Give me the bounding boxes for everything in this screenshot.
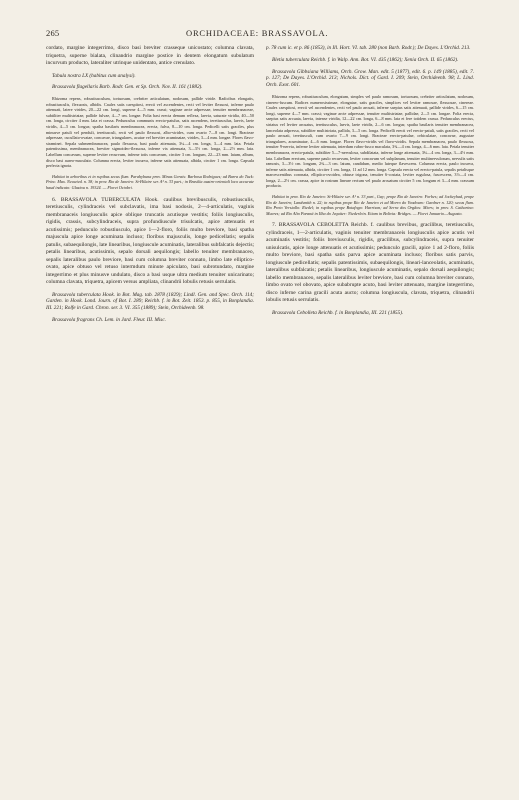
- section-entry-6: [46, 197, 254, 287]
- section-heading: 7. BRASSAVOLA CEBOLETTA Reichb. f.: [272, 222, 374, 229]
- section-entry-7: [266, 222, 474, 305]
- synonym-continuation: p. 78 cum ic. et p. 86 (1853), in Ill. Hort. VI. tab. 280 (non Barb. Rodr.); De Dayes. L'Orchid. 213.: [266, 45, 471, 51]
- species-description: Rhizoma repens, robustiusculum, elongatum, simplex vel paulo ramosum, tortuosum, crebriter articulatum, nodosum, cinereo-fuscum. Radices numerosissimae, elongatae, satis graciles, simplices vel leviter ramosae, flexuosae, cinereae. Caules caespitosi, erecti vel ascendentes, recti vel paulo arcuati, inferne saepius satis attenuati, pallide virides, 6—15 cm. longi, superne 4—7 mm. crassi; vaginae arcte adpressae, tenuiter multistriatae, pallidae, 2—5 cm. longae. Folia erecta, saepius satis arcuata, laevia, intense viridia, 12—22 cm. longa, 6—8 mm. lata et fere totidem crassa. Pedunculus erectus, striatus vel leviter arcuatus, teretiusculus, laevis, laete viridis, 2—6 cm. longus; spatha basilaris tenuiter membranacea, lanceolata adpressa, subtiliter multistriata, pallida, 3—5 cm. longa. Pedicelli erecti vel erecto-patuli, satis graciles, recti vel paulo arcuati, teretiusculi, cum ovario 7—9 cm. longi. Bracteae erecto-patulae, orbiculatae, concavae, augustae triangulares, acuminatae, 4—6 mm. longae. Flores flavo-viridis vel flavo-viridis. Sepala membranacea, paulo flexuosa, tenuiter 9-nervia, inferne leviter attenuata, interdum rubro-fusco maculata, 3¾—4 cm. longa, 4—6 mm. lata. Petala tenuiter membranacea, erecto-patula, subtiliter 5—7-nervulosa, subdilatata, inferne longe attenuata, 3¾—4 cm. longa, 3—4½ mm. lata. Labellum erectum, superne paulo recurvum, leviter concavum vel subplanum, tenuiter multinervulosum, nervulis satis ramosis, 3—3½ cm. longum, 2¾—3 cm. latum, candidum, medio luteque flavescens. Columna erecta, paulo incurva, inferne satis attenuata, albida, circiter 1 cm. longa, 11 ad 12 mm. longa. Capsula erecta vel erecto-patula, sepalis petalisque marcescentibus coronata, elliptico-ovoidea, obtuse trigona, tenuiter 6-costata, leviter rugulosa, fuscescens, 3½—4 cm. longa, 2—2½ cm. crassa, apice in rostrum lineare rectum vel paulo arcuatum circiter 5 cm. longum et 3—4 mm. crassum producta.: [266, 93, 474, 189]
- synonym-entry: Brassavola tuberculata Hook. in Bot. Mag. tab. 2878 (1829); Lindl. Gen. and Spec. Orch. 114; Garden. in Hook. Lond. Journ. of Bot. I. 289; Reichb. f. in Bot. Zeit. 1853. p. 855, in Bonplandia. III. 221; Rolfe in Gard. Chron. ser. 3. VI. 355 (1889); Stein, Orchideenb. 98.: [46, 291, 254, 312]
- section-body: caulibus brevibusculis, robustiusculis, teretiusculis, cylindraceis vel subclavatis, ima basi nodosis, 2—4-articulatis, vaginis membranaceis longiusculis apice oblique truncatis acutisque vestitis; foliis longiusculis, rigidis, crassis, subcylindraceis, supra profundiuscule trisulcatis, apice attenuatis et acutissimis; pedunculo robustiusculo, apice 1—2-floro, foliis multo breviore, basi spatha majuscula apice longe acuminata incluso; floribus majusculis, longe pedicellatis; sepalis patulis, subaequilongis, late linearibus, longiuscule acuminatis, lateralibus subfalcatis dejectis; petalis linearibus, acutissimis, sepalo dorsali aequilongis; labello tenuiter membranaceo, sepalis lateralibus paulo breviore, basi cum columna breviter connato, limbo late elliptico-ovato, apice obtuso vel retuso intermdum minute apiculato, basi subrotundato, margine integerrimo et plus minusve undulato, disco a basi usque ultra medium tenuiter unicarinato; columna clavata, triquetra, apicem versus ampliata, clinandrii lobulis retusis serrulatis.: [46, 196, 254, 286]
- habitat-note: Habitat in prov. Rio de Janeiro: St-Hilaire ser. A¹ n. 33 part., Gay; prope Rio de Janeiro: Forbes; ad Jockeyhad, prope Rio de Janeiro; Landsmith n. 22; in rupibus prope Rio de Janeiro et ad Morro do Veadouro: Gardner n. 120; secus flum. Rio Preto Versiallo: Riedel; in rupibus prope Botafogo: Harrison; ad Serra dos Orgãos: Miers; in prov. S. Catharina: Mueres; ad Rio Alto Paraná in Ilha do Jequiter: Niederlein. Etiam in Bolivia: Bridges. — Floret Januario—Augusto.: [266, 194, 474, 216]
- species-description: Rhizoma repens, robustiusculum, tortuosum, crebriter articulatum, nodosum, pallide viride. Radicibus elongatis, robustiusculis, flexuosis, albidis. Caules satis caespitosi, erecti vel ascendentes, recti vel leviter flexuosi, inferne paulo attenuati, latere virides, 20—22 cm. longi, superne 4—5 mm. crassi; vaginae arcte adpressae, tenuiter membranaceae, subtiliter multistriatae, pallide fulvae, 4—7 cm. longae. Folia basi erecta demum reflexa, laevia, saturate viridia, 40—50 cm. longa, circiter 4 mm. lata et crassa. Pedunculus communis erecto-patulus, satis ascendens, teretiusculus, laevis, laete viridis, 4—5 cm. longus; spatha basilaris membranacea, erecta, fulva, 8—10 cm. longa. Pedicelli satis graciles, plus minusve patuli vel penduli, teretiusculi, recti vel paulo flexuosi, albo-virides, cum ovario 7—8 cm. longi. Bracteae adpressae, cucullato-ovatae, concavae, triangulares, acutae vel breviter acuminatae, virides, 3—4 mm. longae. Flores flavo-straminei. Sepala submembranacea, paulo flexuosa, basi paulo attenuata, 3¼—4 cm. longa, 3—4 mm. lata. Petala patentissima, membranacea, breviter sigmoideo-flexuosa, inferne vix attenuata, 3—3½ cm. longa, 2—2½ mm. lata. Labellum concavum, superne leviter recurvum, inferne totis concavum, circiter 3 cm. longum, 22—23 mm. latum, album, disco basi aureo-maculato. Columna erecta, leviter incurva, inferne satis attenuata, albida, circiter 1 cm. longa. Capsula perfecta ignota.: [46, 96, 254, 169]
- section-body: caulibus brevibus, gracilibus, teretiusculis, cylindraceis, 1—2-articulatis, vaginis tenuiter membranaceis longiusculis apice acutis vel acuminatis vestitis; foliis breviusculis, rigidis, gracilibus, subcylindraceis, supra tenuiter unisulcatis, apice longe attenuatis et acutissimis; pedunculo gracili, apice 1 ad 2-floro, foliis multo breviore, basi spatha satis parva apice acuminata incluso; floribus satis parvis, longiuscule pedicellatis; sepalis patentissimis, subaequilongis, lineari-lanceolatis, acuminatis, lateralibus subfalcatis; petalis linearibus, longiuscule acuminatis, sepalo dorsali aequilongis; labello membranaceo, sepalis lateralibus leviter breviore, basi cum columna breviter connato, limbo ovato vel obovato, apice subabrupte acuto, basi leviter attenuato, margine integerrimo, disco inferne carina gracili acuta aucto; columna longiuscula, clavata, triquetra, clinandrii lobulis retusis serrulatis.: [266, 222, 474, 304]
- synonym-entry: Brassavola Cebolleta Reichb. f. in Bonplandia, III. 221 (1855).: [272, 309, 404, 316]
- synonym-entry: Bletia tuberculata Reichb. f. in Walp. Ann. Bot. VI. 435 (1862); Xenia Orch. II. 65 (1862).: [272, 56, 459, 63]
- habitat-note: Habitat in arboribus et in rupibus secus flum. Parahybuna prov. Minas Gerais: Barbosa Rodrigues; ad Barra do Tuck: Princ. Max. Neuwied. n. 38; in prov. Rio de Janeiro: St-Hilaire ser. A¹ n. 33 part.; in Brasilia austro-orientali loco accurate haud indicato: Glaziou n. 19324. — Floret Octobri.: [46, 173, 254, 190]
- species-heading: Brassavola flagellaris Barb. Rodr. Gen. et Sp. Orch. Nov. II. 161 (1882).: [52, 84, 203, 91]
- right-column: [266, 45, 474, 775]
- synonym-entry: Brassavola Gibbsiana Williams, Orch. Grow. Man. edit. 5 (1877), edit. 6. p. 149 (1885), edit. 7. p. 127; De Dayes. L'Orchid. 213; Nichols. Dict. of Gard. I. 209; Stein, Orchideenb. 98; L. Lind. Orch. Exot. 601.: [266, 68, 474, 89]
- page-number: 265: [46, 28, 60, 38]
- running-title: ORCHIDACEAE: BRASSAVOLA.: [186, 28, 329, 38]
- table-caption: Tabula nostra LX (habitus cum analysi).: [52, 72, 136, 79]
- section-heading: 6. BRASSAVOLA TUBERCULATA Hook.: [52, 196, 159, 203]
- synonym-entry: Brassavola fragrans Ch. Lem. in Jard. Fleur. III. Misc.: [52, 316, 166, 323]
- page-header: [46, 28, 473, 40]
- left-column: [46, 45, 254, 775]
- intro-paragraph: cordato, margine integerrimo, disco basi breviter crasseque unicostato; columna clavata, triquetra, superne bialata, clinandrio margine postice in dentem elongatum subulatum incurvum producto, lateraliter utrinque unidentato, antice crenulato.: [46, 45, 254, 66]
